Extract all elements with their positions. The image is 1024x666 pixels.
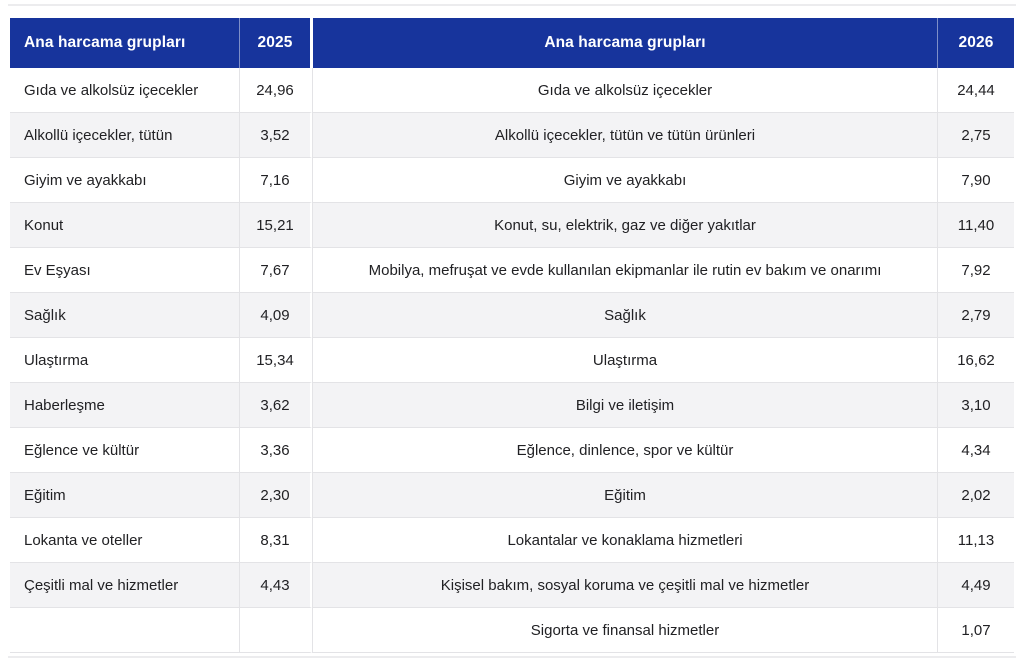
left-row-label-cell: Eğitim	[10, 473, 240, 518]
right-row-value-cell: 2,02	[938, 473, 1014, 518]
table-row	[10, 338, 1014, 383]
table-row	[10, 293, 1014, 338]
right-row-value-cell: 7,90	[938, 158, 1014, 203]
table-row	[10, 383, 1014, 428]
right-row-label-cell: Eğlence, dinlence, spor ve kültür	[312, 428, 938, 473]
right-row-value-cell: 11,13	[938, 518, 1014, 563]
right-row-value-cell: 3,10	[938, 383, 1014, 428]
left-row-value-cell: 15,21	[240, 203, 312, 248]
left-row-label-cell: Ulaştırma	[10, 338, 240, 383]
left-row-label-cell	[10, 608, 240, 653]
left-row-value-cell: 8,31	[240, 518, 312, 563]
right-row-label-cell: Sağlık	[312, 293, 938, 338]
right-row-value-cell: 11,40	[938, 203, 1014, 248]
table-row	[10, 518, 1014, 563]
right-row-label-cell: Sigorta ve finansal hizmetler	[312, 608, 938, 653]
table-row	[10, 608, 1014, 653]
left-row-label-cell: Sağlık	[10, 293, 240, 338]
right-row-value-cell: 1,07	[938, 608, 1014, 653]
left-row-label-cell: Lokanta ve oteller	[10, 518, 240, 563]
left-table-group-header: Ana harcama grupları	[10, 18, 240, 68]
right-row-value-cell: 7,92	[938, 248, 1014, 293]
left-row-label-cell: Çeşitli mal ve hizmetler	[10, 563, 240, 608]
table-row	[10, 68, 1014, 113]
left-table-year-header: 2025	[240, 18, 312, 68]
right-row-label-cell: Bilgi ve iletişim	[312, 383, 938, 428]
table-row	[10, 428, 1014, 473]
right-row-label-cell: Mobilya, mefruşat ve evde kullanılan ekipmanlar ile rutin ev bakım ve onarımı	[312, 248, 938, 293]
right-row-value-cell: 2,79	[938, 293, 1014, 338]
left-row-value-cell: 2,30	[240, 473, 312, 518]
expenditure-comparison-table	[10, 18, 1014, 653]
right-row-label-cell: Ulaştırma	[312, 338, 938, 383]
header-row	[10, 18, 1014, 68]
left-row-label-cell: Konut	[10, 203, 240, 248]
left-row-value-cell: 7,67	[240, 248, 312, 293]
right-row-value-cell: 4,34	[938, 428, 1014, 473]
left-row-value-cell: 7,16	[240, 158, 312, 203]
right-table-year-header: 2026	[938, 18, 1014, 68]
left-row-value-cell: 15,34	[240, 338, 312, 383]
right-row-label-cell: Alkollü içecekler, tütün ve tütün ürünleri	[312, 113, 938, 158]
right-row-label-cell: Giyim ve ayakkabı	[312, 158, 938, 203]
left-row-value-cell: 4,43	[240, 563, 312, 608]
left-row-value-cell: 3,52	[240, 113, 312, 158]
right-row-value-cell: 16,62	[938, 338, 1014, 383]
right-row-label-cell: Kişisel bakım, sosyal koruma ve çeşitli mal ve hizmetler	[312, 563, 938, 608]
table-row	[10, 158, 1014, 203]
left-row-value-cell: 24,96	[240, 68, 312, 113]
right-row-label-cell: Konut, su, elektrik, gaz ve diğer yakıtlar	[312, 203, 938, 248]
bottom-divider	[8, 656, 1016, 658]
right-row-value-cell: 4,49	[938, 563, 1014, 608]
table-row	[10, 203, 1014, 248]
table-row	[10, 113, 1014, 158]
left-row-label-cell: Gıda ve alkolsüz içecekler	[10, 68, 240, 113]
left-row-label-cell: Ev Eşyası	[10, 248, 240, 293]
right-row-label-cell: Lokantalar ve konaklama hizmetleri	[312, 518, 938, 563]
table-row	[10, 473, 1014, 518]
top-divider	[8, 4, 1016, 6]
right-row-label-cell: Eğitim	[312, 473, 938, 518]
table-row	[10, 563, 1014, 608]
left-row-value-cell: 3,36	[240, 428, 312, 473]
left-row-value-cell	[240, 608, 312, 653]
left-row-label-cell: Alkollü içecekler, tütün	[10, 113, 240, 158]
left-row-label-cell: Haberleşme	[10, 383, 240, 428]
left-row-value-cell: 4,09	[240, 293, 312, 338]
right-row-label-cell: Gıda ve alkolsüz içecekler	[312, 68, 938, 113]
right-table-group-header: Ana harcama grupları	[312, 18, 938, 68]
right-row-value-cell: 2,75	[938, 113, 1014, 158]
left-row-label-cell: Giyim ve ayakkabı	[10, 158, 240, 203]
right-row-value-cell: 24,44	[938, 68, 1014, 113]
table-row	[10, 248, 1014, 293]
left-row-value-cell: 3,62	[240, 383, 312, 428]
left-row-label-cell: Eğlence ve kültür	[10, 428, 240, 473]
